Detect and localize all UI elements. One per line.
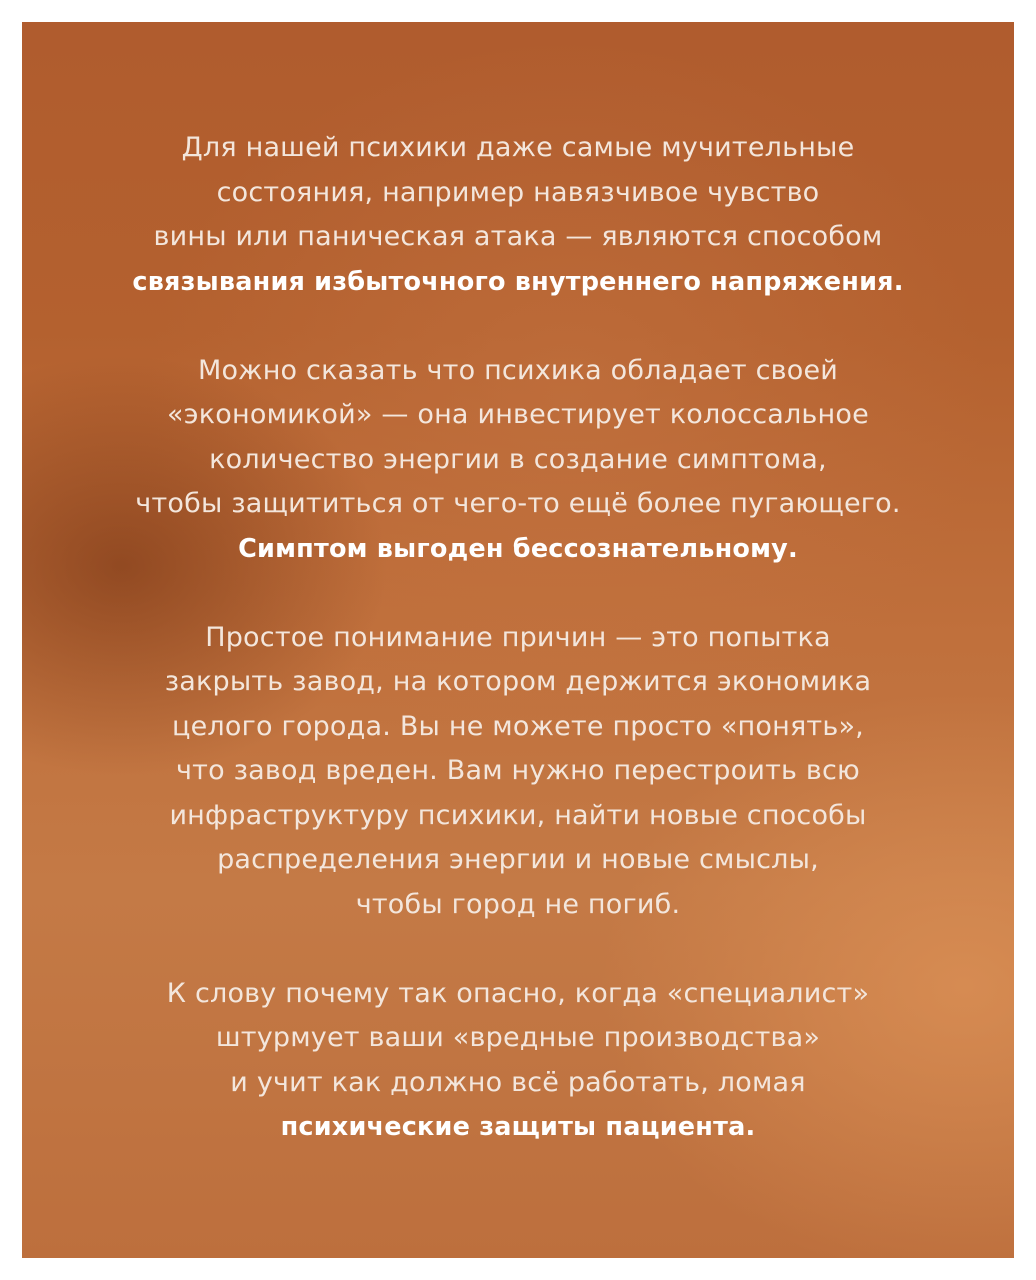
text-line: чтобы город не погиб. [355,888,681,920]
paragraph-gap [22,571,1014,616]
bold-highlight: связывания избыточного внутреннего напряжения. [132,266,904,297]
paragraph-3 [22,616,1014,928]
text-line: Простое понимание причин — это попытка [205,621,831,653]
text-block [22,126,1014,1150]
bold-highlight: Симптом выгоден бессознательному. [238,533,798,564]
text-line: «экономикой» — она инвестирует колоссальное [167,399,869,430]
text-line: вины или паническая атака — являются способом [153,221,883,252]
text-line: распределения энергии и новые смыслы, [217,844,819,875]
paragraph-gap [22,304,1014,349]
text-line: целого города. Вы не можете просто «понять», [172,710,864,742]
paragraph-2 [22,349,1014,572]
paragraph-gap [22,927,1014,972]
paragraph-1 [22,126,1014,304]
text-line: штурмует ваши «вредные производства» [215,1022,821,1053]
text-line: К слову почему так опасно, когда «специалист» [166,977,870,1009]
bold-highlight: психические защиты пациента. [280,1112,756,1142]
text-line: закрыть завод, на котором держится экономика [164,666,872,697]
text-line: что завод вреден. Вам нужно перестроить всю [176,755,860,786]
post-card [22,22,1014,1258]
paragraph-4 [22,972,1014,1150]
text-line: количество энергии в создание симптома, [209,443,827,475]
text-line: Для нашей психики даже самые мучительные [181,132,855,163]
text-line: инфраструктуру психики, найти новые способы [169,799,867,831]
text-line: состояния, например навязчивое чувство [216,176,820,208]
text-line: Можно сказать что психика обладает своей [197,354,839,386]
text-line: и учит как должно всё работать, ломая [230,1066,806,1098]
text-line: чтобы защититься от чего-то ещё более пугающего. [135,488,901,519]
